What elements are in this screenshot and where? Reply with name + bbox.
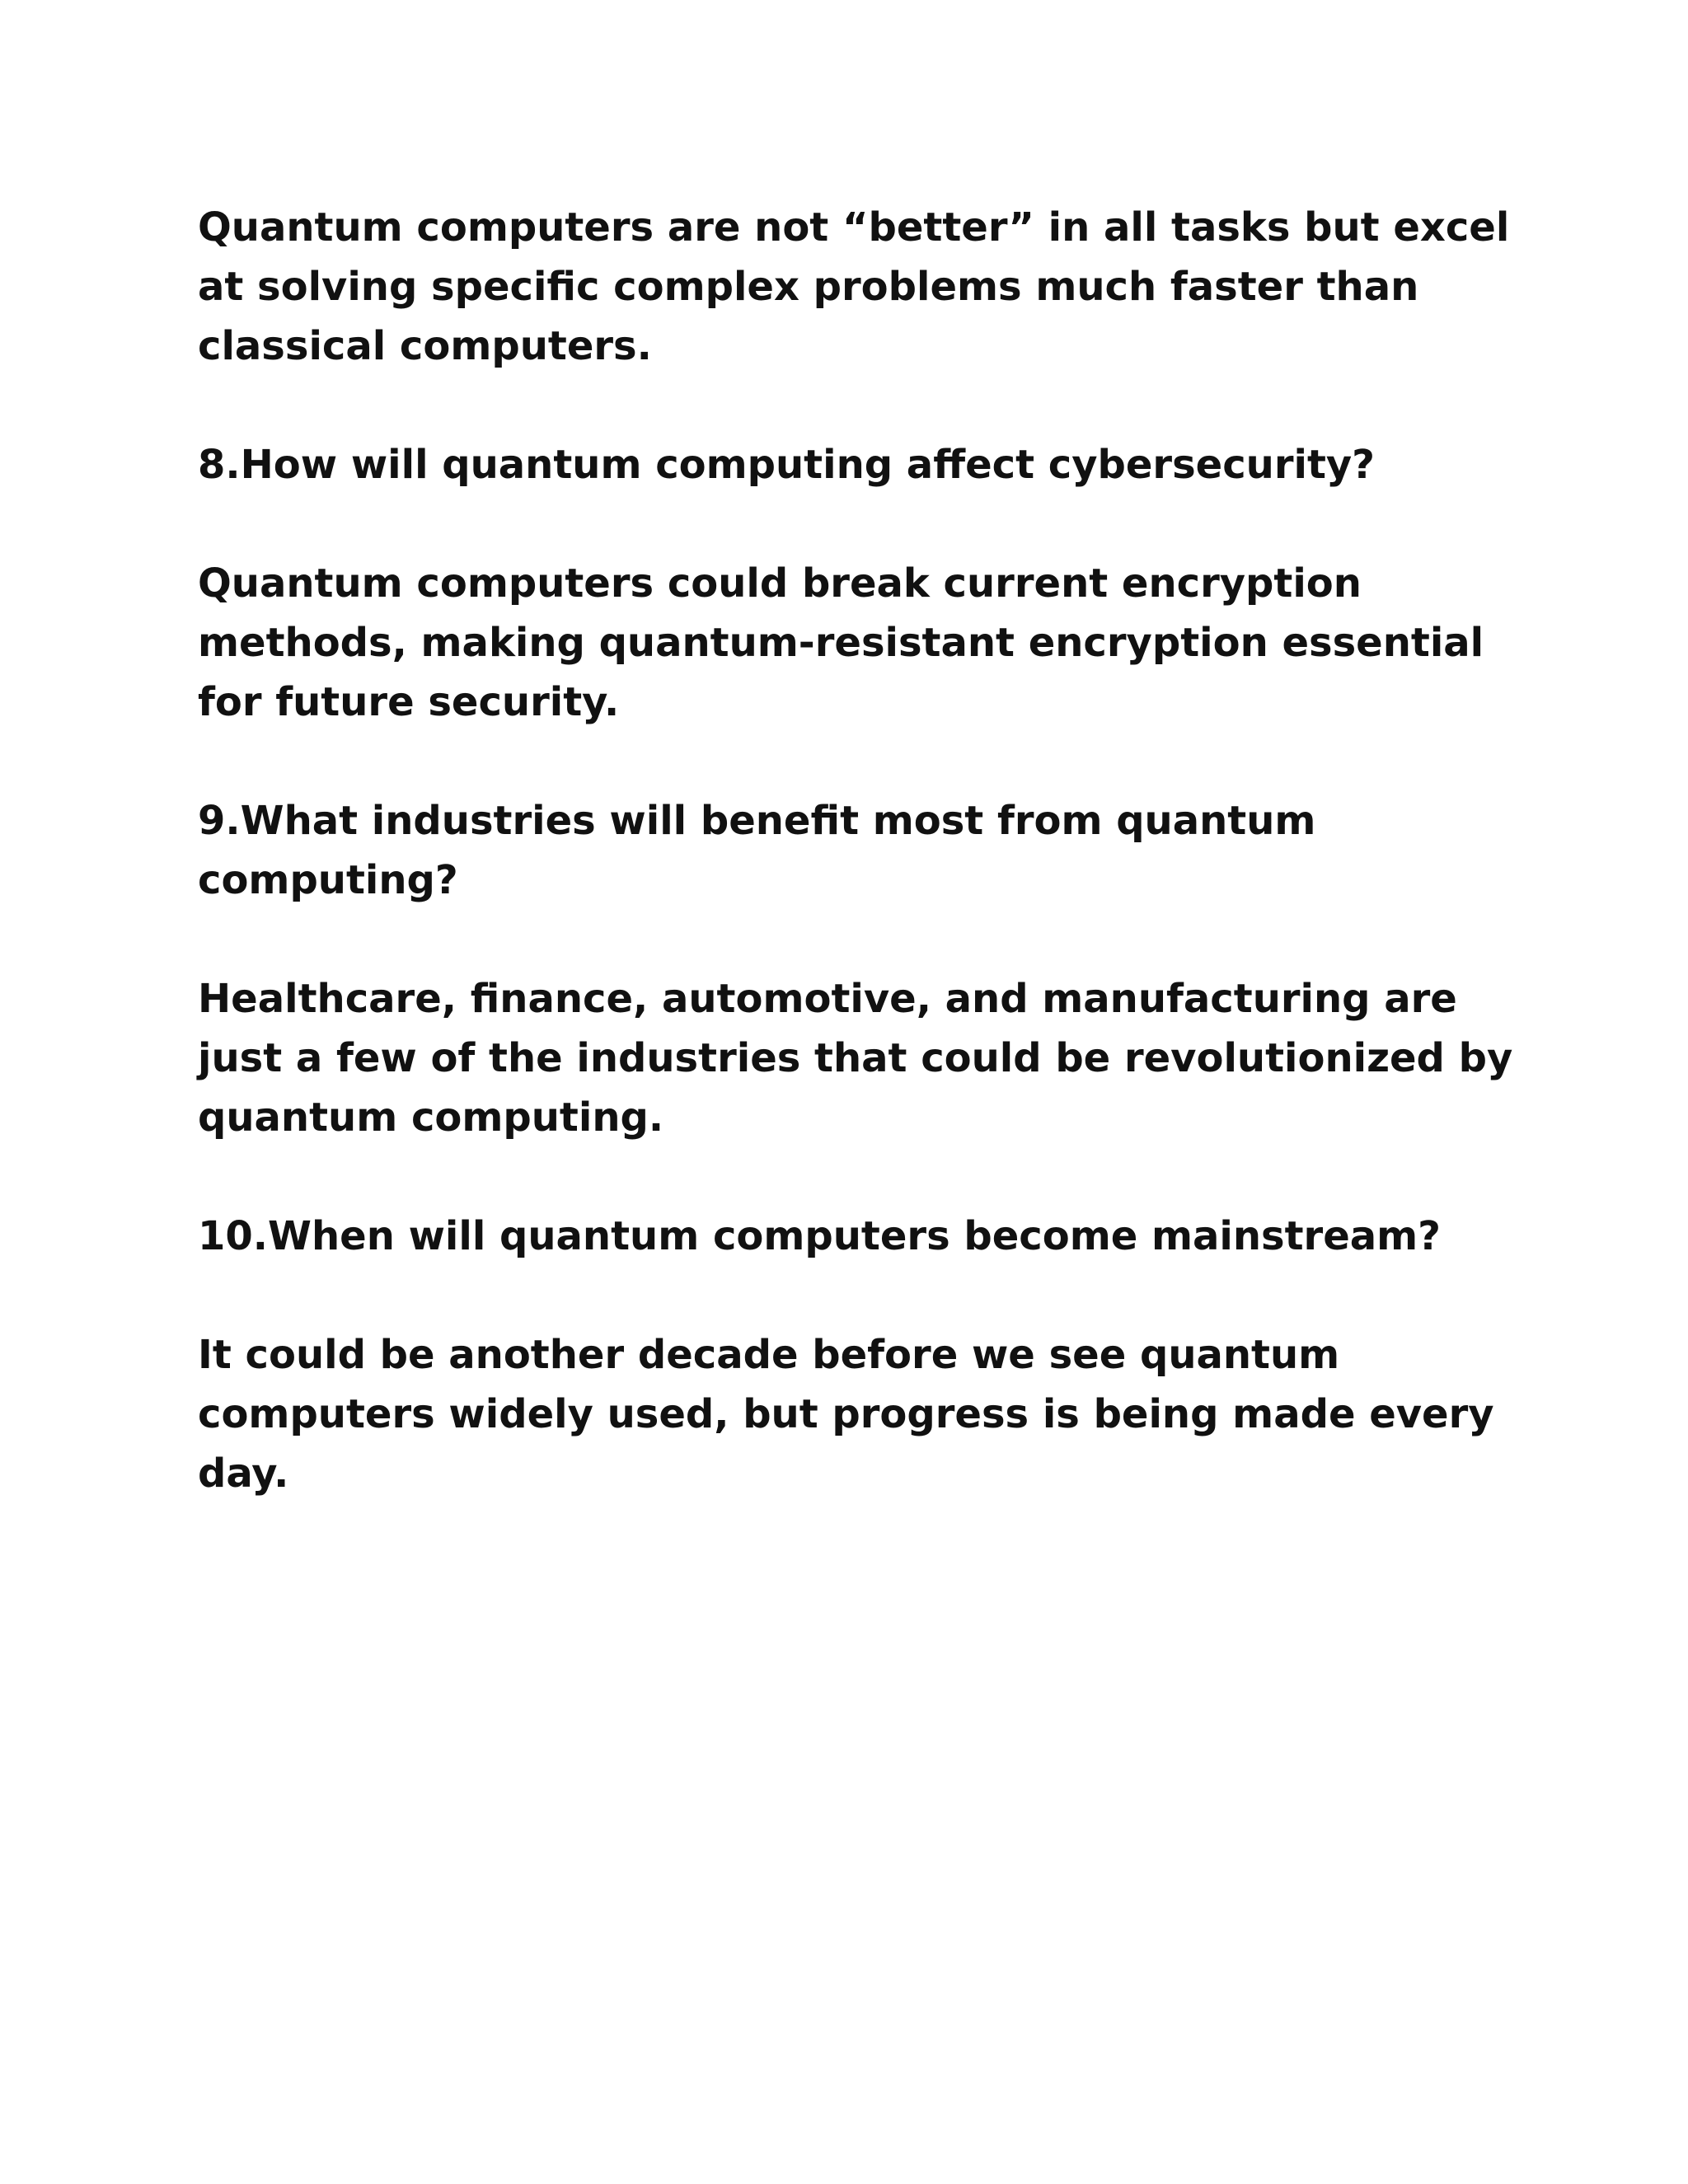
answer-7-paragraph: Quantum computers are not “better” in all tasks but excel at solving specific complex problems much faster than classical computers.	[198, 204, 1510, 369]
question-9-heading: 9.What industries will benefit most from quantum computing?	[198, 798, 1316, 903]
answer-8-paragraph: Quantum computers could break current encryption methods, making quantum-resistant encryption essential for future security.	[198, 560, 1484, 725]
question-8-heading: 8.How will quantum computing affect cybersecurity?	[198, 442, 1376, 488]
document-page	[198, 198, 1525, 1563]
question-10-heading: 10.When will quantum computers become mainstream?	[198, 1213, 1442, 1259]
answer-10-paragraph: It could be another decade before we see quantum computers widely used, but progress is being made every day.	[198, 1332, 1494, 1497]
answer-9-paragraph: Healthcare, finance, automotive, and manufacturing are just a few of the industries that could be revolutionized by quantum computing.	[198, 976, 1513, 1141]
